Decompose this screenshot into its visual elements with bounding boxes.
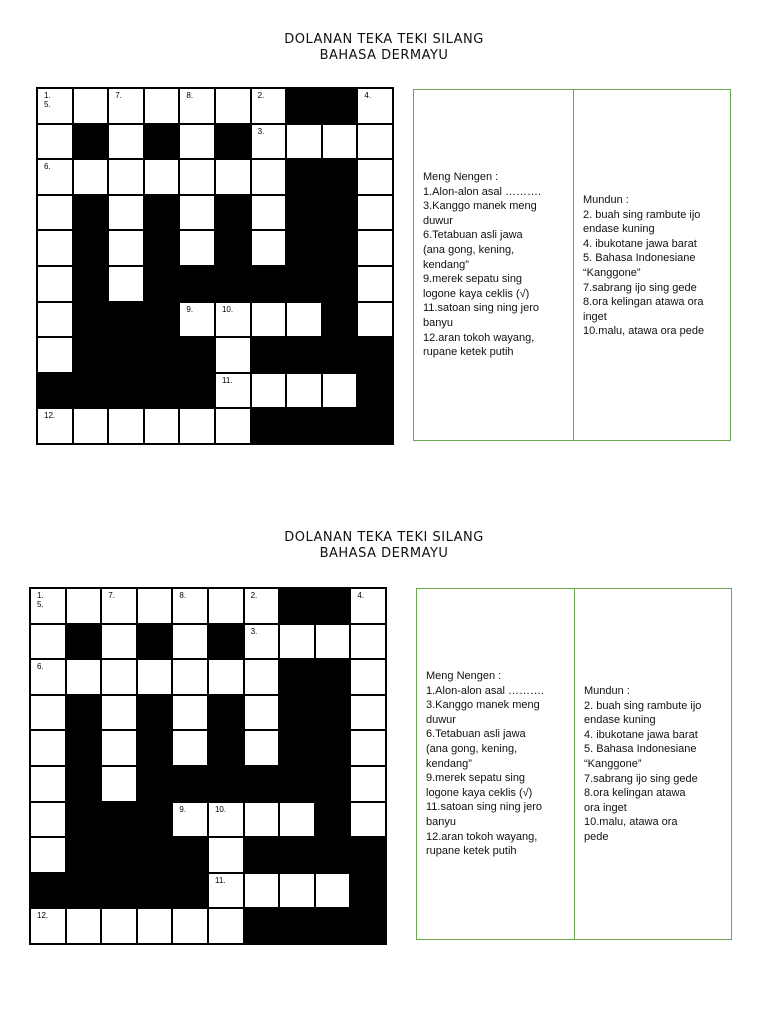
grid-block bbox=[322, 408, 358, 444]
grid-block bbox=[208, 766, 244, 802]
down-heading: Mundun : bbox=[583, 194, 629, 206]
across-clue-line: logone kaya ceklis (√) bbox=[426, 786, 533, 799]
across-clue-line: kendang” bbox=[423, 258, 469, 271]
grid-block bbox=[73, 195, 109, 231]
grid-cell[interactable] bbox=[215, 302, 251, 338]
down-clue-line: “Kanggone” bbox=[584, 757, 642, 770]
grid-block bbox=[315, 695, 351, 731]
grid-cell[interactable] bbox=[137, 588, 173, 624]
grid-block bbox=[172, 837, 208, 873]
grid-cell[interactable] bbox=[350, 659, 386, 695]
grid-cell[interactable] bbox=[37, 230, 73, 266]
down-clue-line: 8.ora kelingan atawa ora bbox=[583, 296, 704, 309]
grid-block bbox=[144, 302, 180, 338]
down-clue-line: ora inget bbox=[584, 801, 627, 814]
across-clue-line: (ana gong, kening, bbox=[423, 243, 515, 256]
grid-cell[interactable] bbox=[179, 159, 215, 195]
across-clue-line: banyu bbox=[426, 815, 456, 828]
clue-number: 3. bbox=[250, 626, 258, 636]
worksheet-subtitle: BAHASA DERMAYU bbox=[319, 48, 449, 63]
across-clue-line: (ana gong, kening, bbox=[426, 742, 518, 755]
grid-block bbox=[73, 337, 109, 373]
grid-cell[interactable] bbox=[108, 266, 144, 302]
grid-block bbox=[179, 373, 215, 409]
grid-cell[interactable] bbox=[101, 695, 137, 731]
grid-cell[interactable] bbox=[66, 659, 102, 695]
grid-block bbox=[66, 624, 102, 660]
grid-cell[interactable] bbox=[251, 159, 287, 195]
grid-cell[interactable] bbox=[244, 659, 280, 695]
grid-cell[interactable] bbox=[286, 373, 322, 409]
clue-number: 6. bbox=[37, 662, 44, 672]
grid-block bbox=[208, 624, 244, 660]
down-clue-line: 10.malu, atawa ora bbox=[584, 816, 678, 829]
grid-cell[interactable] bbox=[172, 730, 208, 766]
grid-cell[interactable] bbox=[208, 873, 244, 909]
grid-cell[interactable] bbox=[30, 837, 66, 873]
worksheet-subtitle: BAHASA DERMAYU bbox=[319, 546, 449, 561]
across-clue-line: 6.Tetabuan asli jawa bbox=[426, 728, 526, 741]
grid-cell[interactable] bbox=[144, 408, 180, 444]
clue-number: 8. bbox=[179, 591, 187, 600]
grid-cell[interactable] bbox=[144, 88, 180, 124]
grid-block bbox=[101, 873, 137, 909]
grid-cell[interactable] bbox=[101, 766, 137, 802]
grid-cell[interactable] bbox=[179, 88, 215, 124]
grid-cell[interactable] bbox=[37, 88, 73, 124]
clue-number: 6. bbox=[44, 162, 51, 172]
grid-block bbox=[322, 230, 358, 266]
down-clue-line: 8.ora kelingan atawa bbox=[584, 787, 686, 800]
grid-block bbox=[286, 408, 322, 444]
crossword-grid bbox=[29, 587, 387, 945]
grid-cell[interactable] bbox=[73, 88, 109, 124]
across-heading: Meng Nengen : bbox=[423, 171, 499, 183]
grid-cell[interactable] bbox=[30, 588, 66, 624]
grid-block bbox=[322, 266, 358, 302]
grid-block bbox=[108, 337, 144, 373]
clue-number: 11. bbox=[221, 375, 233, 385]
grid-block bbox=[172, 766, 208, 802]
across-clue-line: 6.Tetabuan asli jawa bbox=[423, 229, 523, 242]
clue-number: 12. bbox=[44, 411, 56, 421]
grid-cell[interactable] bbox=[179, 230, 215, 266]
grid-block bbox=[279, 908, 315, 944]
grid-cell[interactable] bbox=[350, 588, 386, 624]
grid-cell[interactable] bbox=[30, 766, 66, 802]
grid-block bbox=[244, 766, 280, 802]
grid-cell[interactable] bbox=[357, 159, 393, 195]
across-clue-line: 1.Alon-alon asal ………. bbox=[426, 684, 544, 697]
grid-cell[interactable] bbox=[179, 195, 215, 231]
grid-cell[interactable] bbox=[215, 159, 251, 195]
grid-cell[interactable] bbox=[37, 408, 73, 444]
clue-number: 7. bbox=[108, 591, 115, 600]
grid-cell[interactable] bbox=[244, 624, 280, 660]
grid-block bbox=[315, 588, 351, 624]
grid-cell[interactable] bbox=[279, 802, 315, 838]
down-clue-line: “Kanggone” bbox=[583, 266, 641, 279]
grid-block bbox=[286, 230, 322, 266]
grid-block bbox=[37, 373, 73, 409]
grid-block bbox=[137, 695, 173, 731]
grid-cell[interactable] bbox=[101, 730, 137, 766]
grid-cell[interactable] bbox=[215, 408, 251, 444]
grid-cell[interactable] bbox=[244, 873, 280, 909]
grid-cell[interactable] bbox=[37, 159, 73, 195]
grid-block bbox=[66, 837, 102, 873]
grid-block bbox=[350, 837, 386, 873]
grid-cell[interactable] bbox=[208, 659, 244, 695]
grid-cell[interactable] bbox=[144, 159, 180, 195]
grid-block bbox=[215, 124, 251, 160]
grid-block bbox=[279, 588, 315, 624]
across-clue-line: 12.aran tokoh wayang, bbox=[423, 331, 535, 344]
grid-block bbox=[279, 766, 315, 802]
grid-cell[interactable] bbox=[215, 337, 251, 373]
grid-block bbox=[179, 266, 215, 302]
grid-cell[interactable] bbox=[215, 88, 251, 124]
down-clue-line: pede bbox=[584, 830, 609, 843]
across-clue-line: 3.Kanggo manek meng bbox=[426, 699, 540, 712]
grid-block bbox=[251, 337, 287, 373]
grid-cell[interactable] bbox=[350, 695, 386, 731]
clue-number: 10. bbox=[221, 304, 234, 314]
grid-cell[interactable] bbox=[66, 908, 102, 944]
grid-block bbox=[215, 266, 251, 302]
clue-panel bbox=[416, 588, 732, 940]
grid-cell[interactable] bbox=[251, 88, 287, 124]
grid-cell[interactable] bbox=[137, 908, 173, 944]
grid-cell[interactable] bbox=[215, 373, 251, 409]
grid-block bbox=[144, 230, 180, 266]
grid-cell[interactable] bbox=[101, 588, 137, 624]
grid-cell[interactable] bbox=[172, 624, 208, 660]
grid-block bbox=[279, 837, 315, 873]
grid-block bbox=[251, 408, 287, 444]
grid-block bbox=[66, 873, 102, 909]
grid-block bbox=[101, 837, 137, 873]
grid-cell[interactable] bbox=[286, 124, 322, 160]
clue-number: 9. bbox=[186, 304, 194, 314]
grid-cell[interactable] bbox=[251, 230, 287, 266]
grid-block bbox=[144, 373, 180, 409]
down-clue-line: 4. ibukotane jawa barat bbox=[583, 237, 697, 250]
crossword-grid bbox=[36, 87, 394, 445]
grid-block bbox=[137, 624, 173, 660]
grid-block bbox=[108, 302, 144, 338]
down-clue-line: endase kuning bbox=[583, 223, 655, 236]
grid-block bbox=[279, 659, 315, 695]
grid-cell[interactable] bbox=[30, 695, 66, 731]
grid-block bbox=[144, 124, 180, 160]
grid-cell[interactable] bbox=[37, 195, 73, 231]
grid-cell[interactable] bbox=[172, 908, 208, 944]
grid-cell[interactable] bbox=[179, 302, 215, 338]
grid-cell[interactable] bbox=[108, 88, 144, 124]
clue-number: 11. bbox=[214, 875, 226, 885]
down-clue-line: 2. buah sing rambute ijo bbox=[583, 208, 701, 221]
grid-block bbox=[315, 766, 351, 802]
clue-number: 4. bbox=[364, 91, 372, 100]
grid-cell[interactable] bbox=[108, 159, 144, 195]
grid-cell[interactable] bbox=[172, 588, 208, 624]
clue-number: 2. bbox=[250, 591, 258, 600]
grid-block bbox=[279, 695, 315, 731]
grid-cell[interactable] bbox=[322, 124, 358, 160]
down-clues bbox=[574, 589, 733, 939]
down-clue-line: 7.sabrang ijo sing gede bbox=[583, 281, 697, 294]
down-clue-line: 5. Bahasa Indonesiane bbox=[584, 743, 697, 756]
across-clue-line: rupane ketek putih bbox=[423, 346, 514, 359]
across-clue-line: 9.merek sepatu sing bbox=[423, 273, 523, 286]
grid-cell[interactable] bbox=[357, 88, 393, 124]
grid-cell[interactable] bbox=[30, 730, 66, 766]
grid-cell[interactable] bbox=[179, 124, 215, 160]
grid-cell[interactable] bbox=[279, 873, 315, 909]
down-clue-line: inget bbox=[583, 310, 607, 323]
grid-block bbox=[215, 195, 251, 231]
worksheet-title: DOLANAN TEKA TEKI SILANG bbox=[284, 530, 484, 545]
grid-cell[interactable] bbox=[101, 659, 137, 695]
grid-cell[interactable] bbox=[251, 124, 287, 160]
grid-cell[interactable] bbox=[101, 624, 137, 660]
grid-cell[interactable] bbox=[179, 408, 215, 444]
across-clues bbox=[417, 589, 574, 939]
clue-number: 2. bbox=[257, 91, 265, 100]
grid-cell[interactable] bbox=[357, 230, 393, 266]
grid-block bbox=[66, 730, 102, 766]
grid-block bbox=[322, 337, 358, 373]
grid-cell[interactable] bbox=[30, 802, 66, 838]
grid-block bbox=[137, 730, 173, 766]
grid-cell[interactable] bbox=[37, 124, 73, 160]
across-clue-line: duwur bbox=[426, 713, 456, 726]
down-clue-line: 7.sabrang ijo sing gede bbox=[584, 772, 698, 785]
grid-cell[interactable] bbox=[208, 908, 244, 944]
grid-block bbox=[315, 908, 351, 944]
down-clue-line: 10.malu, atawa ora pede bbox=[583, 325, 705, 338]
grid-block bbox=[144, 266, 180, 302]
across-clue-line: banyu bbox=[423, 316, 453, 329]
grid-block bbox=[73, 230, 109, 266]
across-clue-line: rupane ketek putih bbox=[426, 845, 517, 858]
grid-cell[interactable] bbox=[357, 302, 393, 338]
grid-cell[interactable] bbox=[172, 659, 208, 695]
grid-block bbox=[73, 373, 109, 409]
worksheet-title: DOLANAN TEKA TEKI SILANG bbox=[284, 32, 484, 47]
grid-cell[interactable] bbox=[357, 124, 393, 160]
grid-block bbox=[108, 373, 144, 409]
grid-cell[interactable] bbox=[357, 195, 393, 231]
grid-block bbox=[73, 302, 109, 338]
down-clue-line: 5. Bahasa Indonesiane bbox=[583, 252, 696, 265]
grid-block bbox=[73, 266, 109, 302]
down-clues bbox=[573, 90, 732, 440]
across-clues bbox=[414, 90, 573, 440]
grid-cell[interactable] bbox=[322, 373, 358, 409]
across-heading: Meng Nengen : bbox=[426, 670, 502, 682]
grid-block bbox=[315, 730, 351, 766]
clue-number: 4. bbox=[357, 591, 365, 600]
grid-cell[interactable] bbox=[73, 408, 109, 444]
across-clue-line: 12.aran tokoh wayang, bbox=[426, 830, 538, 843]
down-heading: Mundun : bbox=[584, 685, 630, 697]
grid-block bbox=[350, 908, 386, 944]
grid-cell[interactable] bbox=[66, 588, 102, 624]
grid-cell[interactable] bbox=[279, 624, 315, 660]
grid-cell[interactable] bbox=[108, 230, 144, 266]
grid-block bbox=[137, 802, 173, 838]
grid-cell[interactable] bbox=[108, 408, 144, 444]
grid-cell[interactable] bbox=[101, 908, 137, 944]
grid-cell[interactable] bbox=[244, 695, 280, 731]
grid-cell[interactable] bbox=[350, 766, 386, 802]
grid-block bbox=[66, 766, 102, 802]
grid-block bbox=[251, 266, 287, 302]
grid-block bbox=[73, 124, 109, 160]
grid-block bbox=[322, 195, 358, 231]
down-clue-line: 4. ibukotane jawa barat bbox=[584, 728, 698, 741]
grid-block bbox=[137, 873, 173, 909]
clue-panel bbox=[413, 89, 731, 441]
grid-cell[interactable] bbox=[357, 266, 393, 302]
grid-cell[interactable] bbox=[244, 802, 280, 838]
grid-block bbox=[286, 266, 322, 302]
clue-number: 7. bbox=[115, 91, 122, 100]
grid-block bbox=[315, 837, 351, 873]
grid-block bbox=[286, 337, 322, 373]
grid-cell[interactable] bbox=[108, 195, 144, 231]
grid-block bbox=[357, 408, 393, 444]
grid-cell[interactable] bbox=[244, 730, 280, 766]
grid-block bbox=[286, 159, 322, 195]
grid-block bbox=[172, 873, 208, 909]
clue-number: 3. bbox=[257, 126, 265, 136]
grid-cell[interactable] bbox=[108, 124, 144, 160]
clue-number: 1. 5. bbox=[44, 91, 51, 109]
grid-block bbox=[215, 230, 251, 266]
grid-cell[interactable] bbox=[37, 302, 73, 338]
grid-block bbox=[30, 873, 66, 909]
grid-cell[interactable] bbox=[251, 195, 287, 231]
grid-block bbox=[144, 195, 180, 231]
grid-block bbox=[244, 908, 280, 944]
across-clue-line: 11.satoan sing ning jero bbox=[423, 302, 539, 315]
grid-cell[interactable] bbox=[37, 337, 73, 373]
grid-block bbox=[137, 837, 173, 873]
clue-number: 8. bbox=[186, 91, 194, 100]
grid-cell[interactable] bbox=[286, 302, 322, 338]
clue-number: 9. bbox=[179, 804, 187, 814]
grid-block bbox=[244, 837, 280, 873]
grid-cell[interactable] bbox=[251, 373, 287, 409]
grid-block bbox=[66, 802, 102, 838]
clue-number: 10. bbox=[214, 804, 227, 814]
grid-block bbox=[137, 766, 173, 802]
grid-block bbox=[357, 337, 393, 373]
grid-block bbox=[66, 695, 102, 731]
grid-cell[interactable] bbox=[172, 695, 208, 731]
grid-cell[interactable] bbox=[37, 266, 73, 302]
grid-block bbox=[322, 159, 358, 195]
across-clue-line: 1.Alon-alon asal ………. bbox=[423, 185, 541, 198]
grid-cell[interactable] bbox=[30, 624, 66, 660]
grid-cell[interactable] bbox=[244, 588, 280, 624]
across-clue-line: 11.satoan sing ning jero bbox=[426, 801, 542, 814]
grid-block bbox=[279, 730, 315, 766]
grid-block bbox=[322, 88, 358, 124]
grid-cell[interactable] bbox=[137, 659, 173, 695]
grid-block bbox=[208, 730, 244, 766]
grid-cell[interactable] bbox=[350, 730, 386, 766]
across-clue-line: 3.Kanggo manek meng bbox=[423, 200, 537, 213]
down-clue-line: 2. buah sing rambute ijo bbox=[584, 699, 702, 712]
grid-cell[interactable] bbox=[73, 159, 109, 195]
grid-block bbox=[101, 802, 137, 838]
grid-block bbox=[350, 873, 386, 909]
grid-block bbox=[144, 337, 180, 373]
grid-cell[interactable] bbox=[350, 802, 386, 838]
grid-cell[interactable] bbox=[30, 659, 66, 695]
grid-cell[interactable] bbox=[208, 802, 244, 838]
grid-cell[interactable] bbox=[208, 837, 244, 873]
grid-block bbox=[322, 302, 358, 338]
across-clue-line: 9.merek sepatu sing bbox=[426, 772, 526, 785]
down-clue-line: endase kuning bbox=[584, 714, 656, 727]
grid-cell[interactable] bbox=[315, 873, 351, 909]
grid-block bbox=[208, 695, 244, 731]
grid-block bbox=[315, 802, 351, 838]
clue-number: 1. 5. bbox=[37, 591, 44, 609]
grid-cell[interactable] bbox=[350, 624, 386, 660]
grid-block bbox=[357, 373, 393, 409]
grid-cell[interactable] bbox=[251, 302, 287, 338]
grid-cell[interactable] bbox=[315, 624, 351, 660]
across-clue-line: logone kaya ceklis (√) bbox=[423, 287, 530, 300]
grid-block bbox=[179, 337, 215, 373]
grid-cell[interactable] bbox=[172, 802, 208, 838]
across-clue-line: kendang” bbox=[426, 757, 472, 770]
clue-number: 12. bbox=[37, 911, 49, 921]
grid-block bbox=[286, 88, 322, 124]
across-clue-line: duwur bbox=[423, 214, 453, 227]
grid-cell[interactable] bbox=[30, 908, 66, 944]
grid-cell[interactable] bbox=[208, 588, 244, 624]
grid-block bbox=[286, 195, 322, 231]
grid-block bbox=[315, 659, 351, 695]
